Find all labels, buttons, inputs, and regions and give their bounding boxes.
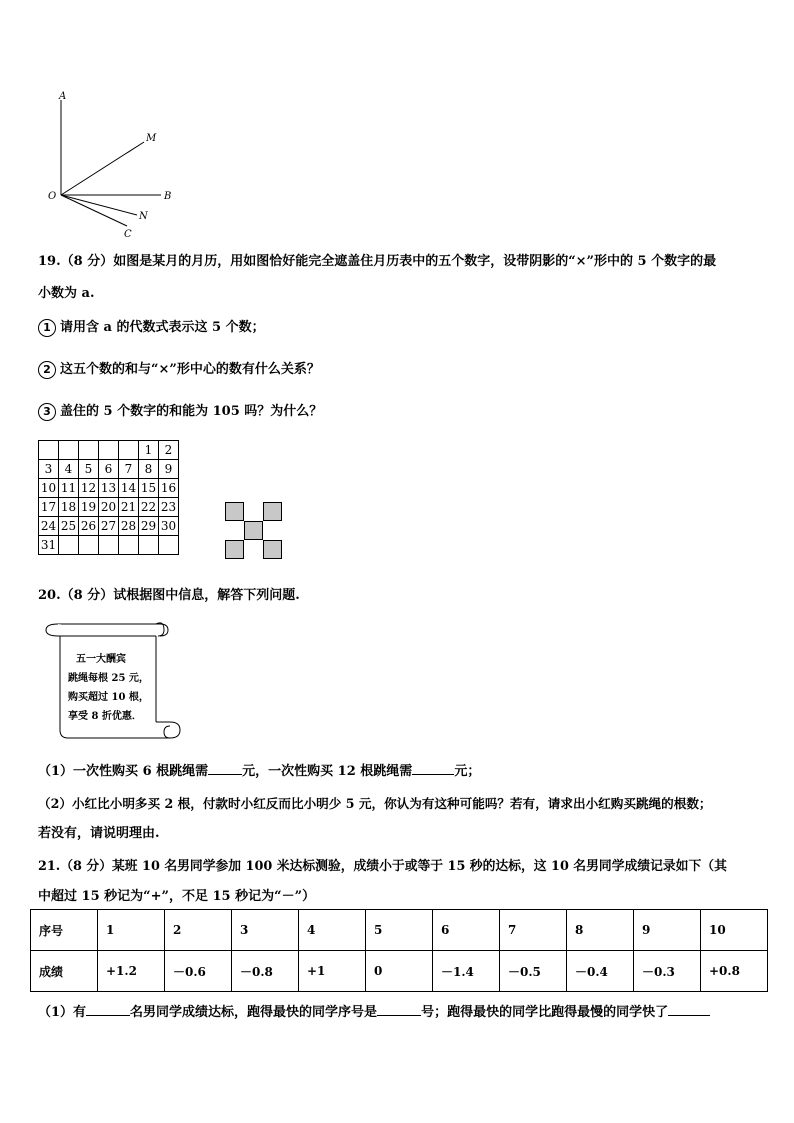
text: 号；跑得最快的同学比跑得最慢的同学快了	[421, 1005, 669, 1020]
answer-blank[interactable]	[208, 762, 242, 775]
table-cell-number: 4	[299, 910, 366, 951]
x-cell	[263, 540, 282, 559]
calendar-cell	[79, 441, 99, 460]
calendar-cell: 23	[159, 498, 179, 517]
calendar-cell: 30	[159, 517, 179, 536]
table-cell-score: －0.5	[500, 951, 567, 992]
text: 元，一次性购买 12 根跳绳需	[242, 764, 413, 779]
label-c: C	[124, 229, 132, 240]
promo-line: 享受 8 折优惠．	[68, 711, 142, 722]
table-cell-score: －0.3	[634, 951, 701, 992]
calendar-cell: 7	[119, 460, 139, 479]
calendar-row	[39, 460, 179, 479]
calendar-cell: 8	[139, 460, 159, 479]
calendar-cell	[119, 536, 139, 555]
q19-part-1	[38, 316, 265, 337]
calendar-cell: 11	[59, 479, 79, 498]
table-cell-score: +0.8	[701, 951, 768, 992]
answer-blank[interactable]	[412, 762, 454, 775]
q21-part-1	[38, 1001, 710, 1020]
angle-figure	[40, 85, 185, 240]
q20-part-2-cont: 若没有，请说明理由.	[38, 826, 160, 841]
calendar-cell	[119, 441, 139, 460]
promo-line: 跳绳每根 25 元，	[68, 673, 149, 684]
q19-part-2	[38, 358, 320, 379]
table-cell-number: 6	[433, 910, 500, 951]
part-number: 2	[38, 361, 56, 379]
calendar-cell	[99, 441, 119, 460]
calendar-cell: 15	[139, 479, 159, 498]
calendar-cell	[139, 536, 159, 555]
score-table	[30, 909, 768, 992]
calendar-cell: 27	[99, 517, 119, 536]
calendar-cell: 10	[39, 479, 59, 498]
q20-header: 20.（8 分）试根据图中信息，解答下列问题.	[38, 588, 300, 603]
calendar-row	[39, 536, 179, 555]
q19-header-cont: 小数为 a.	[38, 286, 95, 301]
calendar-cell: 1	[139, 441, 159, 460]
calendar-cell: 3	[39, 460, 59, 479]
calendar-cell: 28	[119, 517, 139, 536]
q21-header-cont: 中超过 15 秒记为“+”，不足 15 秒记为“－”）	[38, 889, 316, 904]
text: （1）有	[38, 1005, 87, 1020]
calendar-cell: 26	[79, 517, 99, 536]
calendar-row	[39, 498, 179, 517]
table-cell-score: －0.8	[232, 951, 299, 992]
calendar-cell: 6	[99, 460, 119, 479]
table-cell-number: 2	[165, 910, 232, 951]
calendar-cell	[159, 536, 179, 555]
label-b: B	[164, 191, 172, 202]
q19-header: 19.（8 分）如图是某月的月历，用如图恰好能完全遮盖住月历表中的五个数字，设带阴影的“×”形中的 5 个数字的最	[38, 254, 717, 269]
part-number: 3	[38, 403, 56, 421]
table-cell-score: －0.4	[567, 951, 634, 992]
calendar-cell: 12	[79, 479, 99, 498]
calendar-cell: 17	[39, 498, 59, 517]
promo-title: 五一大酬宾	[76, 654, 126, 665]
table-cell-number: 3	[232, 910, 299, 951]
table-cell-score: +1.2	[98, 951, 165, 992]
calendar-cell	[59, 441, 79, 460]
calendar-cell: 20	[99, 498, 119, 517]
calendar-row	[39, 517, 179, 536]
text: （1）一次性购买 6 根跳绳需	[38, 764, 209, 779]
part-text: 盖住的 5 个数字的和能为 105 吗？为什么？	[60, 404, 323, 419]
calendar-cell: 14	[119, 479, 139, 498]
table-cell-number: 7	[500, 910, 567, 951]
answer-blank[interactable]	[86, 1003, 130, 1016]
calendar-cell: 18	[59, 498, 79, 517]
promo-line: 购买超过 10 根，	[68, 692, 149, 703]
q19-part-3	[38, 400, 322, 421]
table-cell-number: 5	[366, 910, 433, 951]
text: 元；	[454, 764, 481, 779]
table-cell-number: 10	[701, 910, 768, 951]
calendar-cell: 16	[159, 479, 179, 498]
calendar-table	[38, 440, 179, 555]
table-cell-number: 9	[634, 910, 701, 951]
calendar-cell: 5	[79, 460, 99, 479]
table-cell-score: +1	[299, 951, 366, 992]
table-cell-score: 0	[366, 951, 433, 992]
table-row	[31, 910, 768, 951]
label-o: O	[48, 191, 57, 202]
calendar-row	[39, 441, 179, 460]
table-cell-score: －0.6	[165, 951, 232, 992]
x-cell	[225, 540, 244, 559]
x-cell	[244, 521, 263, 540]
row-label: 序号	[31, 910, 98, 951]
table-cell-score: －1.4	[433, 951, 500, 992]
calendar-cell	[39, 441, 59, 460]
label-n: N	[139, 211, 148, 222]
table-row	[31, 951, 768, 992]
ray-om	[61, 142, 144, 195]
table-cell-number: 1	[98, 910, 165, 951]
x-cell	[263, 502, 282, 521]
part-text: 请用含 a 的代数式表示这 5 个数；	[60, 320, 265, 335]
text: 名男同学成绩达标，跑得最快的同学序号是	[130, 1005, 378, 1020]
calendar-cell	[99, 536, 119, 555]
calendar-cell	[59, 536, 79, 555]
x-cell	[225, 502, 244, 521]
part-number: 1	[38, 319, 56, 337]
calendar-cell: 4	[59, 460, 79, 479]
label-a: A	[59, 91, 67, 102]
calendar-cell: 22	[139, 498, 159, 517]
calendar-cell: 9	[159, 460, 179, 479]
calendar-cell	[79, 536, 99, 555]
ray-oc	[61, 195, 127, 226]
calendar-cell: 19	[79, 498, 99, 517]
calendar-cell: 29	[139, 517, 159, 536]
calendar-cell: 21	[119, 498, 139, 517]
q21-header: 21.（8 分）某班 10 名男同学参加 100 米达标测验，成绩小于或等于 15 秒的达标，这 10 名男同学成绩记录如下（其	[38, 859, 727, 874]
answer-blank[interactable]	[668, 1003, 710, 1016]
part-text: 这五个数的和与“×”形中心的数有什么关系？	[60, 362, 320, 377]
calendar-cell: 13	[99, 479, 119, 498]
calendar-row	[39, 479, 179, 498]
ray-on	[61, 195, 137, 215]
calendar-cell: 2	[159, 441, 179, 460]
x-shape-cover	[225, 502, 283, 559]
label-m: M	[146, 133, 157, 144]
row-label: 成绩	[31, 951, 98, 992]
calendar-cell: 31	[39, 536, 59, 555]
table-cell-number: 8	[567, 910, 634, 951]
answer-blank[interactable]	[377, 1003, 421, 1016]
q20-part-1	[38, 760, 480, 779]
calendar-cell: 24	[39, 517, 59, 536]
q20-part-2: （2）小红比小明多买 2 根，付款时小红反而比小明少 5 元，你认为有这种可能吗？若有，请求出小红购买跳绳的根数；	[38, 796, 712, 811]
calendar-cell: 25	[59, 517, 79, 536]
